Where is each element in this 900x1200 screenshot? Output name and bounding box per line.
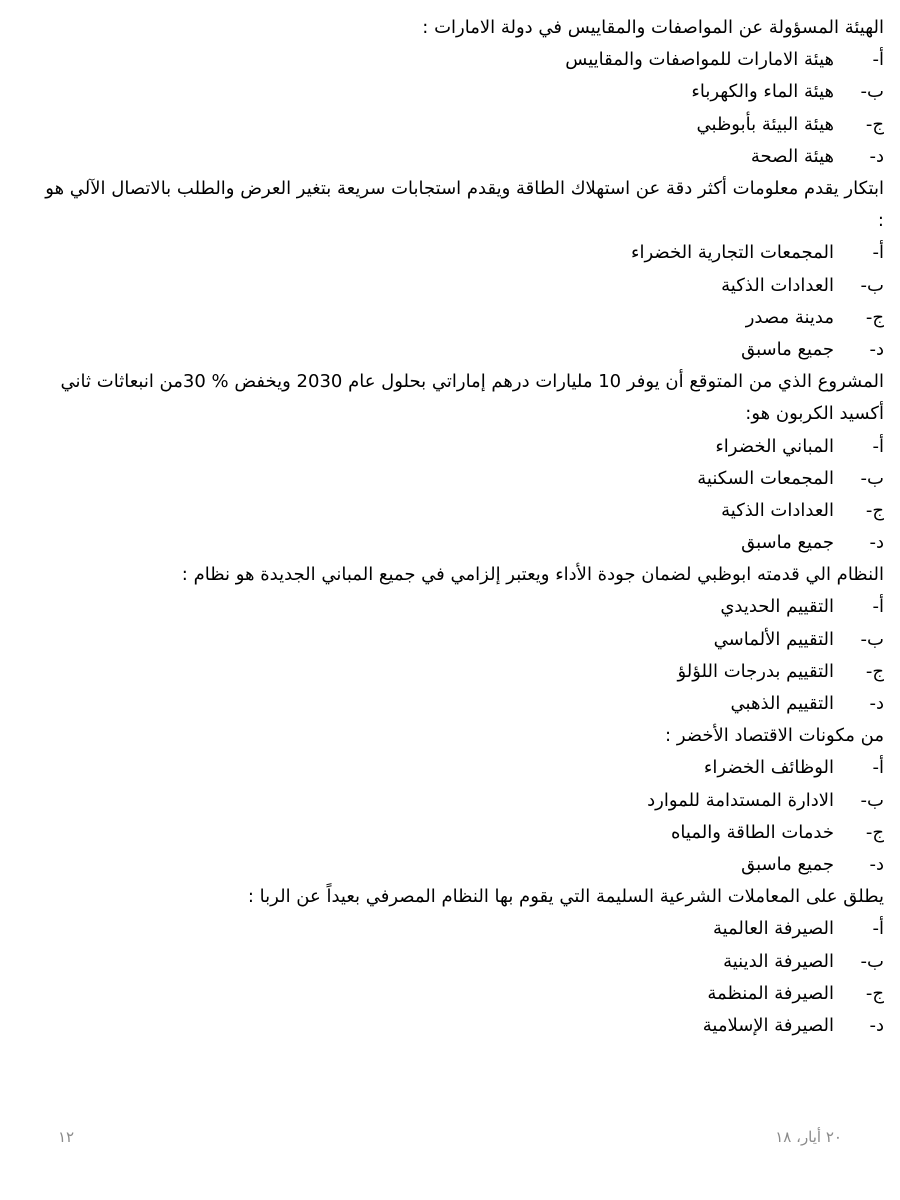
option-a (40, 237, 886, 269)
option-letter: ج- (865, 113, 884, 135)
option-letter: ب- (860, 950, 884, 972)
option-d (40, 688, 886, 720)
question-3 (40, 366, 886, 559)
option-text: هيئة الماء والكهرباء (691, 81, 834, 103)
option-text: جميع ماسبق (741, 532, 834, 554)
option-b (40, 76, 886, 108)
option-b (40, 270, 886, 302)
option-letter: د- (869, 145, 884, 167)
option-c (40, 109, 886, 141)
option-c (40, 495, 886, 527)
option-text: هيئة الصحة (750, 145, 834, 167)
option-letter: د- (869, 1014, 884, 1036)
option-letter: ج- (865, 499, 884, 521)
question-6 (40, 881, 886, 1042)
option-letter: أ- (872, 49, 884, 71)
option-letter: أ- (872, 242, 884, 264)
option-c (40, 978, 886, 1010)
option-text: الادارة المستدامة للموارد (647, 789, 834, 811)
option-text: المباني الخضراء (715, 435, 834, 457)
option-text: المجمعات السكنية (697, 467, 834, 489)
option-letter: ب- (860, 467, 884, 489)
option-letter: د- (869, 338, 884, 360)
option-text: الوظائف الخضراء (703, 757, 834, 779)
option-text: جميع ماسبق (741, 338, 834, 360)
option-a (40, 44, 886, 76)
option-letter: أ- (872, 596, 884, 618)
option-d (40, 334, 886, 366)
option-text: التقييم الألماسي (713, 628, 834, 650)
option-text: التقييم الذهبي (730, 693, 834, 715)
option-letter: ج- (865, 982, 884, 1004)
option-b (40, 624, 886, 656)
option-text: جميع ماسبق (741, 853, 834, 875)
question-text: النظام الي قدمته ابوظبي لضمان جودة الأداء ويعتبر إلزامي في جميع المباني الجديدة هو نظام : (181, 564, 884, 586)
option-text: الصيرفة العالمية (712, 918, 834, 940)
question-text: ابتكار يقدم معلومات أكثر دقة عن استهلاك الطاقة ويقدم استجابات سريعة بتغير العرض والطلب بالاتصال الآلي هو : (45, 177, 884, 232)
option-text: العدادات الذكية (721, 499, 834, 521)
option-c (40, 817, 886, 849)
option-letter: أ- (872, 757, 884, 779)
option-letter: د- (869, 693, 884, 715)
option-letter: أ- (872, 918, 884, 940)
option-text: هيئة الامارات للمواصفات والمقاييس (565, 49, 834, 71)
option-letter: ج- (865, 821, 884, 843)
option-a (40, 431, 886, 463)
option-letter: أ- (872, 435, 884, 457)
option-b (40, 946, 886, 978)
question-text: المشروع الذي من المتوقع أن يوفر 10 مليارات درهم إماراتي بحلول عام 2030 ويخفض % 30من انبعاثات ثاني أكسيد الكربون هو: (60, 371, 884, 425)
option-b (40, 463, 886, 495)
option-a (40, 591, 886, 623)
option-letter: ب- (860, 628, 884, 650)
option-a (40, 913, 886, 945)
option-a (40, 752, 886, 784)
option-letter: د- (869, 532, 884, 554)
option-c (40, 656, 886, 688)
option-text: الصيرفة الدينية (723, 950, 834, 972)
option-letter: ج- (865, 660, 884, 682)
option-b (40, 785, 886, 817)
footer-date: ٢٠ أيار، ١٨ (775, 1128, 842, 1146)
option-text: العدادات الذكية (721, 274, 834, 296)
option-d (40, 141, 886, 173)
option-text: التقييم الحديدي (720, 596, 834, 618)
page-number: ١٢ (58, 1128, 75, 1146)
question-4 (40, 559, 886, 720)
option-letter: ب- (860, 789, 884, 811)
option-d (40, 849, 886, 881)
option-text: هيئة البيئة بأبوظبي (696, 113, 834, 135)
option-letter: ج- (865, 306, 884, 328)
question-5 (40, 720, 886, 881)
option-letter: ب- (860, 274, 884, 296)
question-text: الهيئة المسؤولة عن المواصفات والمقاييس في دولة الامارات : (422, 17, 884, 38)
option-c (40, 302, 886, 334)
question-2 (40, 173, 886, 366)
question-1 (40, 12, 886, 173)
option-d (40, 1010, 886, 1042)
option-text: الصيرفة الإسلامية (702, 1014, 834, 1036)
option-d (40, 527, 886, 559)
option-text: مدينة مصدر (745, 306, 834, 328)
option-text: خدمات الطاقة والمياه (670, 821, 834, 843)
option-letter: ب- (860, 81, 884, 103)
option-letter: د- (869, 853, 884, 875)
question-list (40, 12, 886, 1042)
question-text: يطلق على المعاملات الشرعية السليمة التي يقوم بها النظام المصرفي بعيداً عن الربا : (247, 886, 884, 908)
option-text: الصيرفة المنظمة (707, 982, 834, 1004)
option-text: المجمعات التجارية الخضراء (631, 242, 834, 264)
question-text: من مكونات الاقتصاد الأخضر : (665, 725, 884, 747)
option-text: التقييم بدرجات اللؤلؤ (677, 660, 834, 682)
